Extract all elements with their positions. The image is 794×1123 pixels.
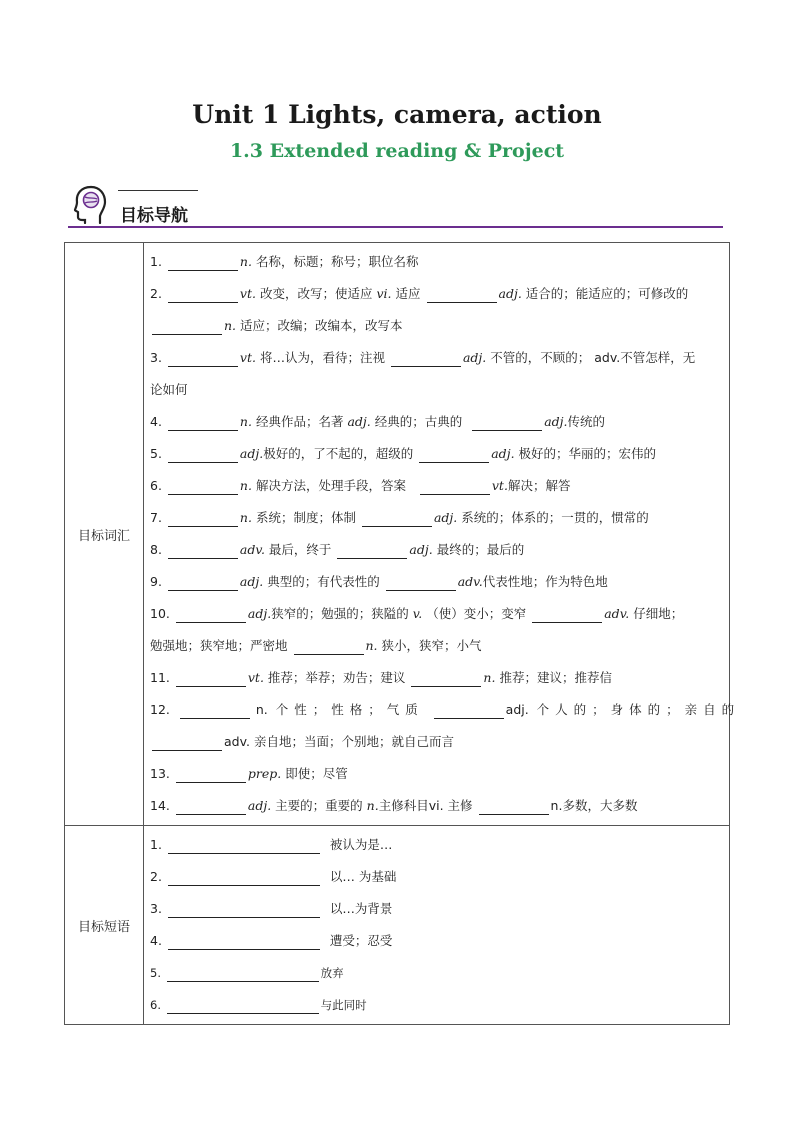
answer-blank[interactable] (168, 867, 320, 886)
vocab-item-8: 8. adv. 最后，终于 adj. 最终的；最后的 (150, 542, 525, 557)
answer-blank[interactable] (176, 796, 246, 815)
answer-blank[interactable] (176, 668, 246, 687)
vocab-list (144, 243, 741, 826)
answer-blank[interactable] (386, 572, 456, 591)
section-divider (68, 226, 723, 228)
answer-blank[interactable] (472, 412, 542, 431)
answer-blank[interactable] (152, 316, 222, 335)
answer-blank[interactable] (168, 572, 238, 591)
section-top-rule (118, 190, 198, 191)
phrase-item-5: 5. 放弃 (150, 957, 723, 989)
answer-blank[interactable] (168, 835, 320, 854)
vocab-item-11: 11. vt. 推荐；举荐；劝告；建议 n. 推荐；建议；推荐信 (150, 670, 612, 685)
phrase-item-3: 3. 以…为背景 (150, 901, 393, 916)
answer-blank[interactable] (427, 284, 497, 303)
answer-blank[interactable] (168, 412, 238, 431)
answer-blank[interactable] (180, 700, 250, 719)
vocab-item-5: 5. adj.极好的，了不起的，超级的 adj. 极好的；华丽的；宏伟的 (150, 446, 657, 461)
answer-blank[interactable] (167, 963, 319, 982)
vocab-item-10-cont: 勉强地；狭窄地；严密地 n. 狭小，狭窄；小气 (150, 638, 482, 653)
answer-blank[interactable] (168, 899, 320, 918)
vocab-item-3: 3. vt. 将…认为，看待；注视 adj. 不管的，不顾的； adv.不管怎样，无 (150, 350, 696, 365)
vocab-section-label: 目标词汇 (65, 243, 144, 826)
vocab-item-12-cont: adv. 亲自地；当面；个别地；就自己而言 (150, 726, 723, 758)
answer-blank[interactable] (479, 796, 549, 815)
answer-blank[interactable] (420, 476, 490, 495)
phrases-section-row (65, 826, 730, 1025)
answer-blank[interactable] (434, 700, 504, 719)
vocab-item-12: 12. n. 个性；性格；气质 adj. 个人的；身体的；亲自的 (150, 702, 741, 717)
answer-blank[interactable] (294, 636, 364, 655)
vocab-item-14: 14. adj. 主要的；重要的 n.主修科目vi. 主修 n.多数，大多数 (150, 798, 638, 813)
page-title: Unit 1 Lights, camera, action (192, 100, 602, 129)
vocab-section-row (65, 243, 730, 826)
answer-blank[interactable] (419, 444, 489, 463)
answer-blank[interactable] (168, 476, 238, 495)
objectives-table (64, 242, 741, 1025)
answer-blank[interactable] (168, 931, 320, 950)
answer-blank[interactable] (532, 604, 602, 623)
section-heading: 目标导航 (120, 206, 188, 226)
answer-blank[interactable] (168, 508, 238, 527)
page-subtitle: 1.3 Extended reading & Project (229, 140, 565, 162)
phrase-item-4: 4. 遭受；忍受 (150, 933, 393, 948)
answer-blank[interactable] (168, 284, 238, 303)
answer-blank[interactable] (176, 604, 246, 623)
brain-head-icon (72, 184, 110, 224)
phrases-section-label: 目标短语 (65, 826, 144, 1025)
vocab-item-10: 10. adj.狭窄的；勉强的；狭隘的 v. （使）变小；变窄 adv. 仔细地； (150, 606, 684, 621)
answer-blank[interactable] (411, 668, 481, 687)
vocab-item-2: 2. vt. 改变，改写；使适应 vi. 适应 adj. 适合的；能适应的；可修改的 (150, 286, 689, 301)
vocab-item-13: 13. prep. 即使；尽管 (150, 766, 348, 781)
vocab-item-4: 4. n. 经典作品；名著 adj. 经典的；古典的 adj.传统的 (150, 414, 606, 429)
answer-blank[interactable] (168, 252, 238, 271)
vocab-item-7: 7. n. 系统；制度；体制 adj. 系统的；体系的；一贯的，惯常的 (150, 510, 649, 525)
answer-blank[interactable] (337, 540, 407, 559)
phrase-item-2: 2. 以… 为基础 (150, 869, 397, 884)
answer-blank[interactable] (168, 348, 238, 367)
vocab-item-9: 9. adj. 典型的；有代表性的 adv.代表性地；作为特色地 (150, 574, 608, 589)
answer-blank[interactable] (391, 348, 461, 367)
vocab-item-6: 6. n. 解决方法，处理手段，答案 vt.解决；解答 (150, 478, 571, 493)
phrase-item-6: 6. 与此同时 (150, 989, 723, 1021)
phrase-item-1: 1. 被认为是… (150, 837, 393, 852)
vocab-item-1: 1. n. 名称，标题；称号；职位名称 (150, 254, 419, 269)
answer-blank[interactable] (362, 508, 432, 527)
vocab-item-3-cont: 论如何 (150, 382, 188, 397)
phrase-list (144, 826, 730, 1025)
answer-blank[interactable] (176, 764, 246, 783)
answer-blank[interactable] (167, 995, 319, 1014)
answer-blank[interactable] (168, 540, 238, 559)
vocab-item-2-cont: n. 适应；改编；改编本，改写本 (150, 310, 723, 342)
answer-blank[interactable] (152, 732, 222, 751)
answer-blank[interactable] (168, 444, 238, 463)
